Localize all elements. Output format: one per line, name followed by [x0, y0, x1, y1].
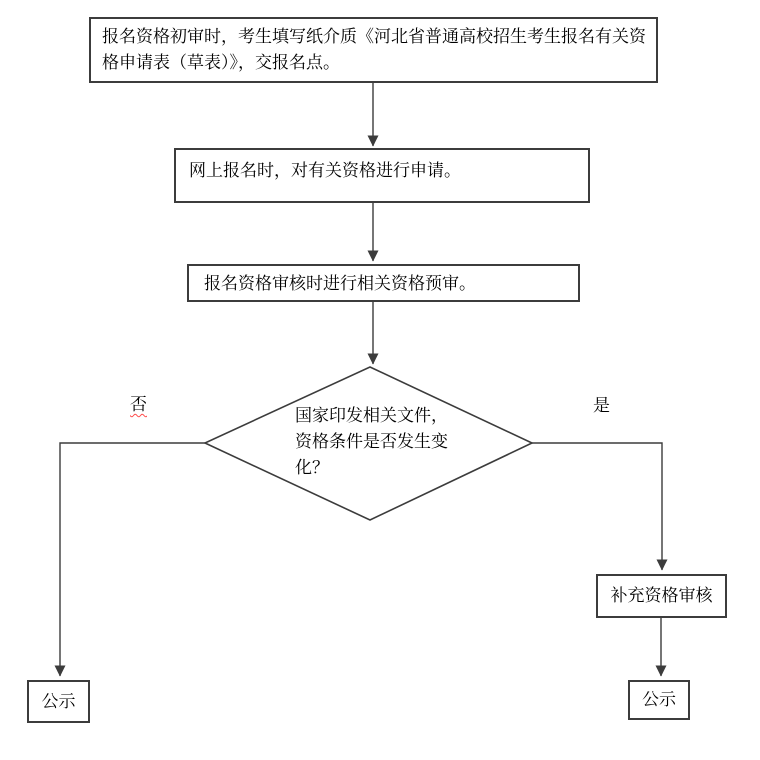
flow-node-supplementary-review: 补充资格审核: [596, 574, 727, 618]
flow-node-publish-right: 公示: [628, 680, 690, 720]
flow-node-publish-left: 公示: [27, 680, 90, 723]
branch-label-no: [130, 395, 147, 415]
connector-decision-no-branch: [60, 443, 205, 676]
no-label-text: 否: [130, 395, 147, 414]
flow-node-initial-review: 报名资格初审时，考生填写纸介质《河北省普通高校招生考生报名有关资格申请表（草表）》，交报名点。: [89, 17, 658, 83]
flow-node-online-registration: 网上报名时，对有关资格进行申请。: [174, 148, 590, 203]
flow-node-decision-text: 国家印发相关文件，资格条件是否发生变化？: [295, 406, 448, 477]
flow-node-qualification-preliminary-review: 报名资格审核时进行相关资格预审。: [187, 264, 580, 302]
connector-decision-yes-branch: [532, 443, 662, 570]
branch-label-yes: 是: [593, 396, 610, 415]
